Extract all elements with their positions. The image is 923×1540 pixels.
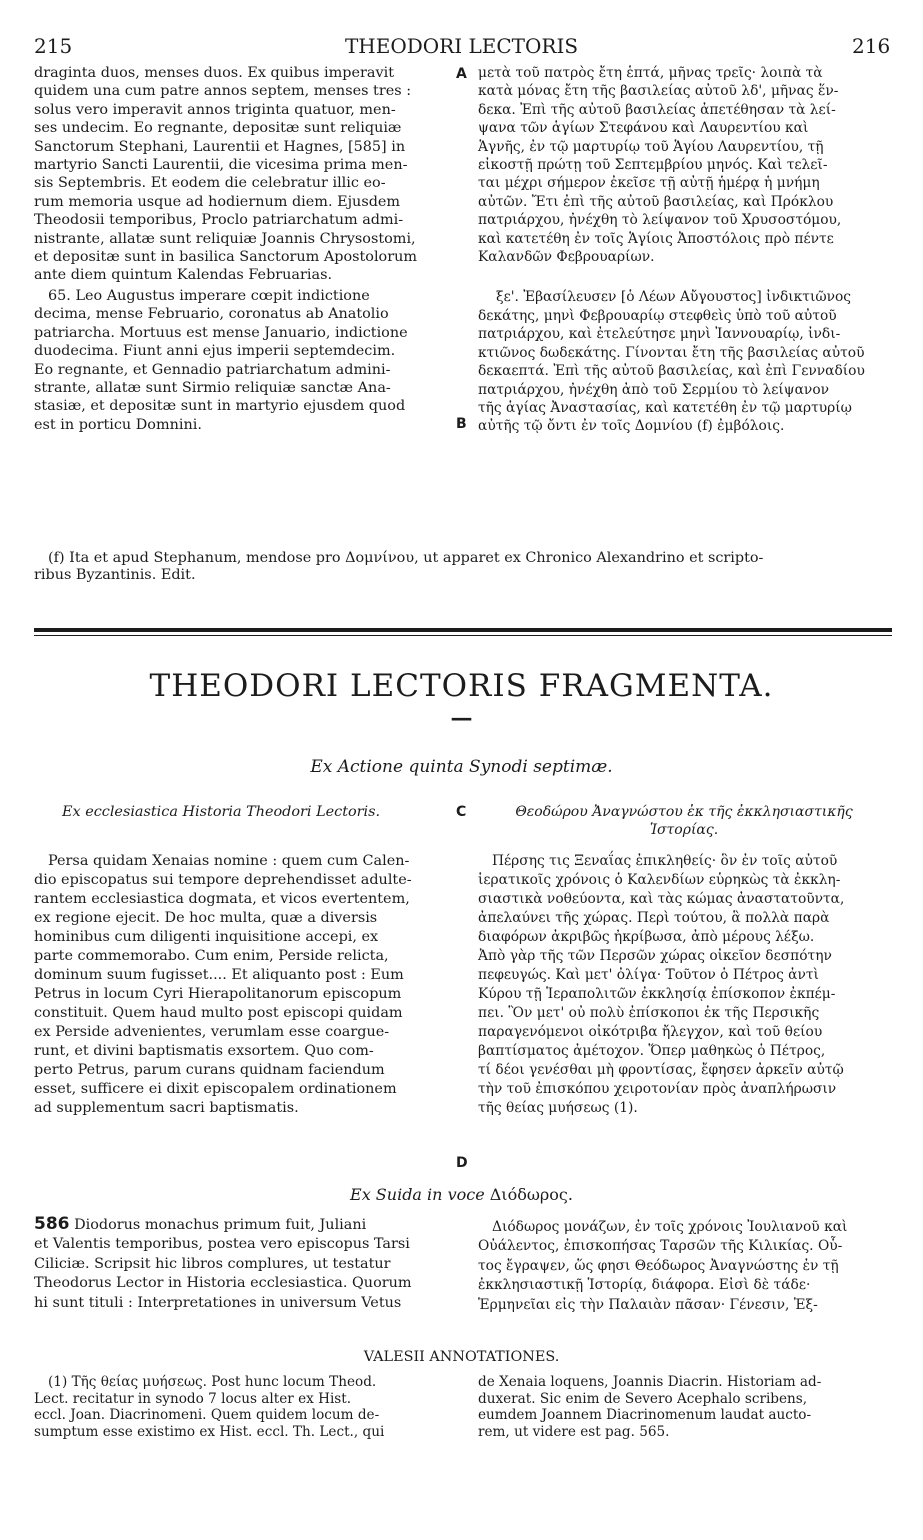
- fragment-greek-column: [478, 852, 890, 1118]
- text-line: Petrus in locum Cyri Hierapolitanorum episcopum: [34, 986, 402, 1002]
- text-line: τὴν τοῦ ἐπισκόπου χειροτονίαν πρὸς ἀναπλήρωσιν: [478, 1081, 837, 1097]
- latin-paragraph-64: [34, 64, 452, 285]
- text-line: αὐτῶν. Ἔτι ἐπὶ τῆς αὐτοῦ βασιλείας, καὶ Πρόκλου: [478, 193, 834, 210]
- text-line: ἀπελαύνει τῆς χώρας. Περὶ τούτου, ἃ πολλὰ παρὰ: [478, 910, 830, 926]
- text-line: παραγενόμενοι οἰκότριβα ἤλεγχον, καὶ τοῦ θείου: [478, 1024, 823, 1040]
- text-line: ἐκκλησιαστικῇ Ἱστορίᾳ, διάφορα. Εἰσὶ δὲ τάδε·: [478, 1277, 811, 1294]
- text-line: rem, ut videre est pag. 565.: [478, 1423, 670, 1440]
- text-line-content: Diodorus monachus primum fuit, Juliani: [74, 1217, 367, 1233]
- fragment-subtitle: Ex Actione quinta Synodi septimæ.: [310, 757, 613, 777]
- footnote-f: [34, 550, 894, 584]
- latin-section-heading: Ex ecclesiastica Historia Theodori Lectoris.: [62, 804, 381, 820]
- text-line: Οὐάλεντος, ἐπισκοπήσας Ταρσῶν τῆς Κιλικίας. Οὗ-: [478, 1238, 843, 1255]
- text-line: strante, allatæ sunt Sirmio reliquiæ sanctæ Ana-: [34, 379, 391, 396]
- text-line: ad supplementum sacri baptismatis.: [34, 1100, 299, 1116]
- text-line: Καλανδῶν Φεβρουαρίων.: [478, 249, 655, 266]
- text-line: πει. Ὃν μετ' οὐ πολὺ ἐπίσκοποι ἐκ τῆς Περσικῆς: [478, 1005, 820, 1021]
- text-line: duodecima. Fiunt anni ejus imperii septemdecim.: [34, 343, 396, 360]
- text-line: Ἑρμηνεῖαι εἰς τὴν Παλαιὰν πᾶσαν· Γένεσιν, Ἐξ-: [478, 1296, 818, 1313]
- text-line: nistrante, allatæ sunt reliquiæ Joannis Chrysostomi,: [34, 230, 416, 247]
- text-line: αὐτῆς τῷ ὄντι ἐν τοῖς Δομνίου (f) ἐμβόλοις.: [478, 418, 785, 435]
- text-line: perto Petrus, parum curans quidnam faciendum: [34, 1062, 385, 1078]
- text-line: τί δέοι γενέσθαι μὴ φροντίσας, ἔφησεν ἀρκεῖν αὐτῷ: [478, 1062, 844, 1078]
- text-line: τῆς ἁγίας Ἀναστασίας, καὶ κατετέθη ἐν τῷ μαρτυρίῳ: [478, 399, 852, 416]
- text-line: ex regione ejecit. De hoc multa, quæ a diversis: [34, 910, 378, 926]
- text-line: constituit. Quem haud multo post episcopi quidam: [34, 1005, 403, 1021]
- text-line: Lect. recitatur in synodo 7 locus alter ex Hist.: [34, 1390, 352, 1407]
- margin-letter-b: B: [456, 416, 467, 432]
- text-line: βαπτίσματος ἀμέτοχον. Ὅπερ μαθηκὼς ὁ Πέτρος,: [478, 1043, 826, 1059]
- text-line: eccl. Joan. Diacrinomeni. Quem quidem locum de-: [34, 1407, 380, 1423]
- text-line: ses undecim. Eo regnante, depositæ sunt reliquiæ: [34, 120, 402, 137]
- text-line: καὶ κατετέθη ἐν τοῖς Ἁγίοις Ἀποστόλοις πρὸ πέντε: [478, 230, 834, 247]
- text-line: sis Septembris. Et eodem die celebratur illic eo-: [34, 175, 386, 192]
- text-line: Ciliciæ. Scripsit hic libros complures, ut testatur: [34, 1255, 391, 1272]
- text-line: martyrio Sancti Laurentii, die vicesima prima men-: [34, 157, 408, 174]
- text-line: σιαστικὰ νοθεύοντα, καὶ τὰς κώμας ἀναστατοῦντα,: [478, 891, 845, 907]
- margin-letter-d: D: [456, 1155, 468, 1171]
- text-line: de Xenaia loquens, Joannis Diacrin. Historiam ad-: [478, 1374, 822, 1390]
- section-divider-thick: [34, 628, 892, 632]
- suida-heading-greek: Διόδωρος.: [489, 1185, 573, 1204]
- suida-greek-column: [478, 1218, 890, 1315]
- text-line: δεκαεπτά. Ἐπὶ τῆς αὐτοῦ βασιλείας, καὶ ἐπὶ Γενναδίου: [478, 363, 865, 380]
- text-line: τος ἔγραψεν, ὥς φησι Θεόδωρος Ἀναγνώστης ἐν τῇ: [478, 1257, 839, 1274]
- text-line: draginta duos, menses duos. Ex quibus imperavit: [34, 65, 395, 81]
- annotations-left-column: [34, 1374, 452, 1440]
- text-line: ψανα τῶν ἁγίων Στεφάνου καὶ Λαυρεντίου καὶ: [478, 120, 809, 137]
- text-line: hominibus cum diligenti inquisitione accepi, ex: [34, 929, 379, 945]
- text-line: Eo regnante, et Gennadio patriarchatum admini-: [34, 361, 391, 378]
- latin-paragraph-65: [34, 287, 452, 434]
- text-line: [34, 1215, 452, 1235]
- margin-letter-a: A: [456, 66, 467, 82]
- upper-latin-column: [34, 64, 452, 434]
- text-line: (1) Τῆς θείας μυήσεως. Post hunc locum Theod.: [48, 1374, 377, 1390]
- text-line: runt, et divini baptismatis exsortem. Quo com-: [34, 1043, 374, 1059]
- greek-heading-line: Θεοδώρου Ἀναγνώστου ἐκ τῆς ἐκκλησιαστικῆς: [515, 804, 853, 820]
- annotations-right-column: [478, 1374, 890, 1440]
- text-line: Sanctorum Stephani, Laurentii et Hagnes, [585] in: [34, 138, 406, 155]
- text-line: 65. Leo Augustus imperare cœpit indictione: [48, 287, 370, 304]
- page-number-left: 215: [34, 34, 73, 58]
- upper-greek-column: [478, 64, 890, 436]
- text-line: ξε'. Ἐβασίλευσεν [ὁ Λέων Αὔγουστος] ἰνδικτιῶνος: [496, 289, 852, 306]
- running-title: THEODORI LECTORIS: [344, 34, 579, 58]
- footnote-line: ribus Byzantinis. Edit.: [34, 567, 196, 583]
- fragment-latin-column: [34, 852, 452, 1118]
- greek-heading-line: Ἱστορίας.: [649, 822, 719, 838]
- greek-paragraph-64: [478, 64, 890, 266]
- text-line: πατριάρχου, καὶ ἐτελεύτησε μηνὶ Ἰαννουαρίῳ, ἰνδι-: [478, 326, 841, 343]
- text-line: κτιῶνος δωδεκάτης. Γίνονται ἔτη τῆς βασιλείας αὐτοῦ: [478, 344, 865, 361]
- text-line: πεφευγώς. Καὶ μετ' ὀλίγα· Τοῦτον ὁ Πέτρος ἀντὶ: [478, 967, 819, 983]
- section-divider-thin: [34, 635, 892, 636]
- text-line: Persa quidam Xenaias nomine : quem cum Calen-: [48, 853, 410, 869]
- text-line: et depositæ sunt in basilica Sanctorum Apostolorum: [34, 249, 418, 266]
- column-number: 586: [34, 1214, 70, 1234]
- text-line: Theodosii temporibus, Proclo patriarchatum admi-: [34, 212, 404, 229]
- text-line: Πέρσης τις Ξεναΐας ἐπικληθείς· ὃν ἐν τοῖς αὐτοῦ: [492, 853, 838, 869]
- text-line: Theodorus Lector in Historia ecclesiastica. Quorum: [34, 1275, 412, 1292]
- text-line: patriarcha. Mortuus est mense Januario, indictione: [34, 324, 408, 341]
- text-line: διαφόρων ἀκριβῶς ἠκρίβωσα, ἀπὸ μέρους λέξω.: [478, 929, 815, 945]
- annotations-title: VALESII ANNOTATIONES.: [363, 1349, 560, 1365]
- fragment-title: THEODORI LECTORIS FRAGMENTA.: [149, 668, 774, 704]
- margin-letter-c: C: [456, 804, 467, 820]
- text-line: stasiæ, et depositæ sunt in martyrio ejusdem quod: [34, 398, 406, 415]
- text-line: parte commemorabo. Cum enim, Perside relicta,: [34, 948, 389, 964]
- text-line: μετὰ τοῦ πατρὸς ἔτη ἑπτά, μῆνας τρεῖς· λοιπὰ τὰ: [478, 65, 823, 81]
- text-line: hi sunt tituli : Interpretationes in universum Vetus: [34, 1294, 402, 1311]
- greek-paragraph-65: [478, 288, 890, 435]
- text-line: Ἁγνῆς, ἐν τῷ μαρτυρίῳ τοῦ Ἁγίου Λαυρεντίου, τῇ: [478, 138, 824, 155]
- text-line: rantem ecclesiastica dogmata, et vicos evertentem,: [34, 891, 410, 907]
- text-line: τῆς θείας μυήσεως (1).: [478, 1100, 638, 1116]
- suida-heading: [0, 1184, 923, 1206]
- text-line: ex Perside advenientes, verumlam esse coargue-: [34, 1024, 390, 1040]
- text-line: Κύρου τῇ Ἱεραπολιτῶν ἐκκλησίᾳ ἐπίσκοπον ἐκπέμ-: [478, 986, 836, 1002]
- text-line: solus vero imperavit annos triginta quatuor, men-: [34, 101, 396, 118]
- suida-latin-column: [34, 1215, 452, 1313]
- text-line: est in porticu Domnini.: [34, 416, 202, 433]
- text-line: ἱερατικοῖς χρόνοις ὁ Καλενδίων εὑρηκὼς τὰ ἐκκλη-: [478, 872, 841, 888]
- greek-section-heading: [478, 803, 890, 839]
- text-line: decima, mense Februario, coronatus ab Anatolio: [34, 306, 389, 323]
- text-line: δεκα. Ἐπὶ τῆς αὐτοῦ βασιλείας ἀπετέθησαν τὰ λεί-: [478, 101, 836, 118]
- footnote-line: (f) Ita et apud Stephanum, mendose pro Δομνίνου, ut apparet ex Chronico Alexandrino et scripto-: [48, 550, 764, 566]
- text-line: dominum suum fugisset.... Et aliquanto post : Eum: [34, 967, 404, 983]
- text-line: quidem una cum patre annos septem, menses tres :: [34, 83, 412, 100]
- text-line: rum memoria usque ad hodiernum diem. Ejusdem: [34, 193, 401, 210]
- text-line: esset, sufficere ei dixit episcopalem ordinationem: [34, 1081, 397, 1097]
- text-line: Διόδωρος μονάζων, ἐν τοῖς χρόνοις Ἰουλιανοῦ καὶ: [492, 1219, 848, 1235]
- text-line: ante diem quintum Kalendas Februarias.: [34, 267, 333, 284]
- text-line: sumptum esse existimo ex Hist. eccl. Th. Lect., qui: [34, 1423, 385, 1440]
- text-line: κατὰ μόνας ἔτη τῆς βασιλείας αὐτοῦ λδ', μῆνας ἕν-: [478, 83, 839, 100]
- text-line: eumdem Joannem Diacrinomenum laudat aucto-: [478, 1407, 812, 1423]
- suida-heading-latin: Ex Suida in voce: [350, 1185, 490, 1204]
- text-line: Ἀπὸ γὰρ τῆς τῶν Περσῶν χώρας οἰκεῖον δεσπότην: [478, 948, 832, 964]
- text-line: εἰκοστῇ πρώτῃ τοῦ Σεπτεμβρίου μηνός. Καὶ τελεῖ-: [478, 157, 828, 174]
- text-line: et Valentis temporibus, postea vero episcopus Tarsi: [34, 1236, 410, 1253]
- page-number-right: 216: [852, 34, 891, 58]
- text-line: dio episcopatus sui tempore deprehendisset adulte-: [34, 872, 412, 888]
- text-line: πατριάρχου, ἠνέχθη ἀπὸ τοῦ Σερμίου τὸ λείψανον: [478, 381, 830, 398]
- text-line: ται μέχρι σήμερον ἐκεῖσε τῇ αὐτῇ ἡμέρᾳ ἡ μνήμη: [478, 175, 820, 192]
- text-line: πατριάρχου, ἠνέχθη τὸ λείψανον τοῦ Χρυσοστόμου,: [478, 212, 842, 229]
- text-line: duxerat. Sic enim de Severo Acephalo scribens,: [478, 1390, 808, 1407]
- title-dash: —: [450, 705, 473, 731]
- text-line: δεκάτης, μηνὶ Φεβρουαρίῳ στεφθεὶς ὑπὸ τοῦ αὐτοῦ: [478, 307, 837, 324]
